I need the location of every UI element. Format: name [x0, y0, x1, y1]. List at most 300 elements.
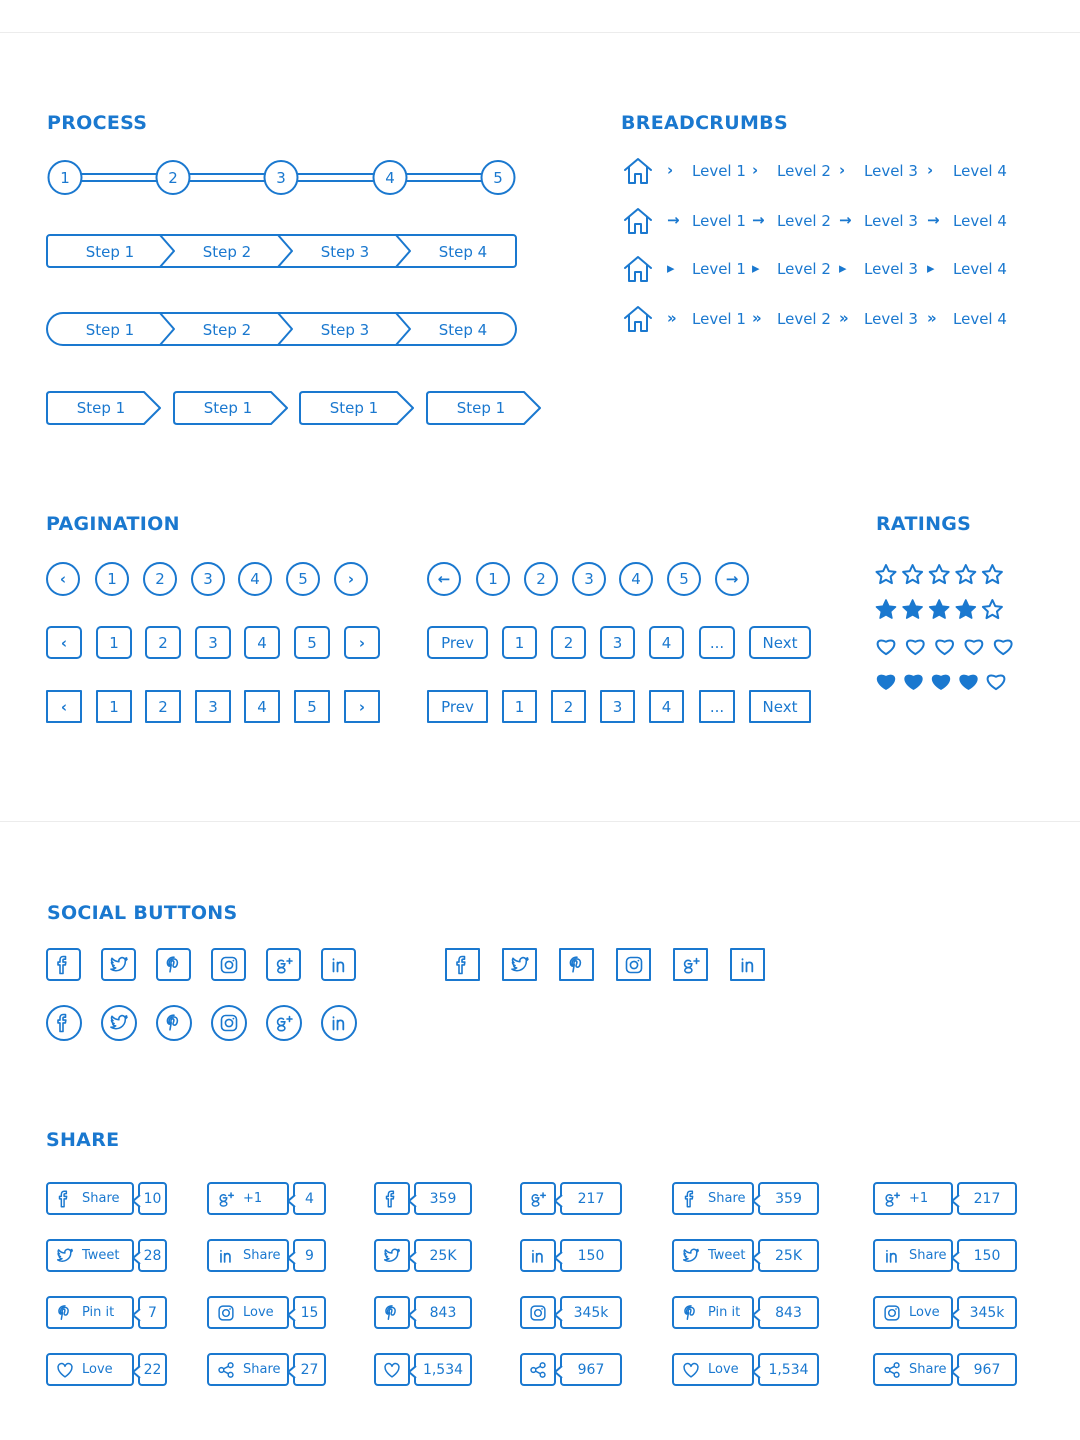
count-pointer: [950, 1363, 960, 1375]
share-action[interactable]: [672, 1353, 754, 1386]
share-icon: [527, 1359, 549, 1381]
share-action[interactable]: [207, 1182, 289, 1215]
page-button[interactable]: 1: [96, 626, 132, 659]
breadcrumb: [621, 154, 1041, 188]
pinterest-icon: [381, 1302, 403, 1324]
process-tag-3[interactable]: [300, 392, 413, 424]
facebook-button[interactable]: [445, 948, 480, 981]
share-count: 7: [138, 1296, 167, 1329]
instagram-button[interactable]: [211, 1005, 247, 1041]
process-step-label: Step 1: [85, 321, 135, 339]
chevron-left-icon: ‹: [60, 697, 68, 716]
share-count: 345k: [957, 1296, 1017, 1329]
share-button[interactable]: [672, 1182, 819, 1215]
share-count: 27: [293, 1353, 326, 1386]
prev-button[interactable]: [46, 562, 80, 596]
breadcrumb-separator: »: [752, 309, 762, 327]
count-pointer: [553, 1192, 563, 1204]
section-title-process: PROCESS: [47, 112, 148, 134]
share-button[interactable]: [374, 1239, 472, 1272]
mid-divider: [0, 821, 1080, 822]
share-action[interactable]: [873, 1353, 953, 1386]
share-button[interactable]: [520, 1296, 622, 1329]
share-count: 1,534: [414, 1353, 472, 1386]
share-button[interactable]: [672, 1353, 819, 1386]
count-pointer: [407, 1192, 417, 1204]
share-button[interactable]: [46, 1353, 167, 1386]
page-button[interactable]: 5: [294, 690, 330, 723]
share-action[interactable]: [520, 1353, 556, 1386]
share-button[interactable]: [520, 1182, 622, 1215]
share-action[interactable]: [207, 1239, 289, 1272]
process-step-label: Step 4: [438, 243, 488, 261]
linkedin-button[interactable]: [321, 1005, 357, 1041]
breadcrumb-level-1[interactable]: Level 1: [692, 162, 746, 180]
twitter-icon: [54, 1245, 76, 1267]
google-plus-icon: [215, 1188, 237, 1210]
pinterest-icon: [680, 1302, 702, 1324]
page-button[interactable]: 1: [96, 690, 132, 723]
facebook-button[interactable]: [46, 1005, 82, 1041]
count-pointer: [131, 1306, 141, 1318]
page-button[interactable]: 4: [619, 562, 653, 596]
count-pointer: [751, 1306, 761, 1318]
share-button[interactable]: [46, 1296, 167, 1329]
share-label: +1: [243, 1191, 263, 1206]
share-button[interactable]: [46, 1239, 167, 1272]
linkedin-icon: [327, 1011, 351, 1035]
share-action[interactable]: [672, 1296, 754, 1329]
prev-button[interactable]: [427, 562, 461, 596]
heart-icon[interactable]: [907, 640, 924, 654]
share-button[interactable]: [207, 1353, 326, 1386]
share-label: Tweet: [82, 1248, 120, 1263]
linkedin-icon: [881, 1245, 903, 1267]
page-button[interactable]: 5: [294, 626, 330, 659]
count-pointer: [553, 1249, 563, 1261]
google-plus-icon: [272, 1011, 296, 1035]
heart-rating[interactable]: [878, 675, 1005, 689]
prev-button[interactable]: [46, 626, 82, 659]
count-pointer: [553, 1363, 563, 1375]
facebook-button[interactable]: [46, 948, 81, 981]
star-rating[interactable]: [876, 565, 1001, 583]
page-button[interactable]: 1: [476, 562, 510, 596]
top-divider: [0, 32, 1080, 33]
share-count: 22: [138, 1353, 167, 1386]
instagram-icon: [217, 1011, 241, 1035]
process-tag-1[interactable]: [47, 392, 160, 424]
share-button[interactable]: [520, 1353, 622, 1386]
star-icon[interactable]: [983, 600, 1002, 618]
breadcrumb-level-3[interactable]: Level 3: [864, 310, 918, 328]
heart-icon[interactable]: [988, 675, 1005, 689]
home-icon[interactable]: [621, 204, 655, 238]
google-plus-icon: [527, 1188, 549, 1210]
share-action[interactable]: [672, 1239, 754, 1272]
breadcrumb-level-4[interactable]: Level 4: [953, 260, 1007, 278]
heart-icon[interactable]: [905, 675, 922, 689]
count-pointer: [286, 1363, 296, 1375]
heart-icon[interactable]: [878, 675, 895, 689]
breadcrumb-separator: ▸: [667, 259, 675, 277]
breadcrumb-separator: ▸: [752, 259, 760, 277]
process-tag-2[interactable]: [174, 392, 287, 424]
process-dot-label: 4: [385, 169, 395, 187]
facebook-icon: [52, 953, 76, 977]
count-pointer: [950, 1249, 960, 1261]
share-action[interactable]: [374, 1296, 410, 1329]
star-icon[interactable]: [930, 600, 949, 618]
pagination-text-right: [427, 690, 817, 725]
count-pointer: [407, 1249, 417, 1261]
instagram-icon: [217, 953, 241, 977]
process-dots-row: [49, 161, 515, 194]
share-button[interactable]: [520, 1239, 622, 1272]
twitter-button[interactable]: [101, 948, 136, 981]
page-button[interactable]: 2: [551, 690, 586, 723]
breadcrumb-level-2[interactable]: Level 2: [777, 212, 831, 230]
share-action[interactable]: [374, 1182, 410, 1215]
share-count: 843: [414, 1296, 472, 1329]
share-label: Share: [708, 1191, 746, 1206]
next-button[interactable]: Next: [749, 690, 811, 723]
share-action[interactable]: [374, 1353, 410, 1386]
pinterest-icon: [162, 1011, 186, 1035]
breadcrumb-level-2[interactable]: Level 2: [777, 162, 831, 180]
google-plus-button[interactable]: [673, 948, 708, 981]
share-count: 150: [560, 1239, 622, 1272]
page-button[interactable]: 3: [600, 626, 635, 659]
page-button[interactable]: 4: [238, 562, 272, 596]
process-dot-label: 5: [493, 169, 503, 187]
chevron-right-icon: ›: [358, 633, 366, 652]
breadcrumb-level-4[interactable]: Level 4: [953, 310, 1007, 328]
page-button[interactable]: 5: [667, 562, 701, 596]
page-button[interactable]: 4: [244, 690, 280, 723]
star-icon[interactable]: [903, 600, 922, 618]
page-button[interactable]: 2: [145, 690, 181, 723]
heart-icon: [381, 1359, 403, 1381]
share-action[interactable]: [46, 1296, 134, 1329]
breadcrumb-level-3[interactable]: Level 3: [864, 212, 918, 230]
next-button[interactable]: Next: [749, 626, 811, 659]
page-button[interactable]: 1: [502, 626, 537, 659]
star-icon[interactable]: [903, 565, 922, 583]
breadcrumb-separator: →: [752, 211, 765, 229]
process-step-label: Step 2: [202, 243, 252, 261]
breadcrumb-level-4[interactable]: Level 4: [953, 162, 1007, 180]
google-plus-icon: [881, 1188, 903, 1210]
share-count: 4: [293, 1182, 326, 1215]
google-plus-button[interactable]: [266, 948, 301, 981]
process-dot-label: 2: [168, 169, 178, 187]
share-count: 15: [293, 1296, 326, 1329]
breadcrumb-level-2[interactable]: Level 2: [777, 310, 831, 328]
heart-icon: [680, 1359, 702, 1381]
linkedin-icon: [736, 953, 760, 977]
heart-rating[interactable]: [878, 640, 1012, 654]
chevron-left-icon: ‹: [59, 570, 67, 588]
heart-icon[interactable]: [933, 675, 950, 689]
facebook-icon: [381, 1188, 403, 1210]
share-action[interactable]: [207, 1353, 289, 1386]
count-pointer: [131, 1249, 141, 1261]
section-title-social-buttons: SOCIAL BUTTONS: [47, 902, 238, 924]
breadcrumb: [621, 204, 1041, 238]
breadcrumb-level-2[interactable]: Level 2: [777, 260, 831, 278]
process-tag-4[interactable]: [427, 392, 540, 424]
share-button[interactable]: [46, 1182, 167, 1215]
pagination-circle-right: [427, 562, 757, 598]
pinterest-icon: [54, 1302, 76, 1324]
page-button[interactable]: 2: [551, 626, 586, 659]
linkedin-button[interactable]: [321, 948, 356, 981]
count-pointer: [407, 1363, 417, 1375]
page-button[interactable]: 3: [195, 690, 231, 723]
page-button[interactable]: 3: [191, 562, 225, 596]
pinterest-button[interactable]: [156, 1005, 192, 1041]
instagram-button[interactable]: [616, 948, 651, 981]
share-action[interactable]: [520, 1182, 556, 1215]
share-count: 1,534: [758, 1353, 819, 1386]
share-button[interactable]: [374, 1353, 472, 1386]
breadcrumb-level-1[interactable]: Level 1: [692, 212, 746, 230]
share-action[interactable]: [873, 1239, 953, 1272]
breadcrumb-level-3[interactable]: Level 3: [864, 162, 918, 180]
share-button[interactable]: [873, 1182, 1017, 1215]
twitter-button[interactable]: [502, 948, 537, 981]
share-count: 28: [138, 1239, 167, 1272]
share-count: 345k: [560, 1296, 622, 1329]
share-icon: [215, 1359, 237, 1381]
process-step-label: Step 3: [320, 321, 370, 339]
prev-button[interactable]: Prev: [427, 690, 488, 723]
share-count: 150: [957, 1239, 1017, 1272]
count-pointer: [751, 1249, 761, 1261]
share-button[interactable]: [873, 1239, 1017, 1272]
share-button[interactable]: [672, 1239, 819, 1272]
count-pointer: [407, 1306, 417, 1318]
arrow-left-icon: ←: [437, 570, 451, 588]
share-label: Love: [82, 1362, 113, 1377]
count-pointer: [553, 1306, 563, 1318]
heart-icon[interactable]: [936, 640, 953, 654]
share-label: Share: [82, 1191, 120, 1206]
page-button[interactable]: 1: [502, 690, 537, 723]
share-action[interactable]: [374, 1239, 410, 1272]
instagram-button[interactable]: [211, 948, 246, 981]
breadcrumb-separator: ▸: [927, 259, 935, 277]
pagination-circle-left: [46, 562, 376, 598]
share-button[interactable]: [207, 1239, 326, 1272]
page-button[interactable]: 1: [95, 562, 129, 596]
count-pointer: [131, 1192, 141, 1204]
prev-button[interactable]: Prev: [427, 626, 488, 659]
share-label: +1: [909, 1191, 929, 1206]
breadcrumb-separator: →: [927, 211, 940, 229]
section-title-ratings: RATINGS: [876, 513, 972, 535]
page-button[interactable]: 3: [600, 690, 635, 723]
heart-icon[interactable]: [995, 640, 1012, 654]
next-button[interactable]: [715, 562, 749, 596]
chevron-left-icon: ‹: [60, 633, 68, 652]
home-icon[interactable]: [621, 302, 655, 336]
share-count: 967: [560, 1353, 622, 1386]
share-count: 843: [758, 1296, 819, 1329]
share-label: Love: [708, 1362, 739, 1377]
home-icon[interactable]: [621, 154, 655, 188]
page-button[interactable]: 4: [649, 626, 684, 659]
pinterest-button[interactable]: [156, 948, 191, 981]
process-step-label: Step 1: [85, 243, 135, 261]
heart-icon[interactable]: [966, 640, 983, 654]
ellipsis-button[interactable]: ...: [699, 626, 735, 659]
breadcrumb-separator: ›: [927, 161, 934, 179]
heart-icon[interactable]: [878, 640, 895, 654]
star-icon[interactable]: [983, 565, 1002, 583]
facebook-icon: [52, 1011, 76, 1035]
breadcrumb-separator: »: [839, 309, 849, 327]
process-arrow-tags: [47, 392, 540, 424]
process-step-label: Step 1: [203, 399, 253, 417]
share-icon: [881, 1359, 903, 1381]
star-icon[interactable]: [876, 600, 895, 618]
share-action[interactable]: [873, 1182, 953, 1215]
pinterest-icon: [565, 953, 589, 977]
breadcrumb: [621, 252, 1041, 286]
process-chevron-bar-rounded[interactable]: [47, 313, 516, 345]
share-button[interactable]: [374, 1182, 472, 1215]
heart-icon: [54, 1359, 76, 1381]
page-button[interactable]: 3: [572, 562, 606, 596]
share-label: Love: [909, 1305, 940, 1320]
star-icon[interactable]: [956, 600, 975, 618]
breadcrumb-level-1[interactable]: Level 1: [692, 260, 746, 278]
process-dot-label: 1: [60, 169, 70, 187]
pinterest-button[interactable]: [559, 948, 594, 981]
heart-icon[interactable]: [960, 675, 977, 689]
star-icon[interactable]: [930, 565, 949, 583]
share-button[interactable]: [207, 1296, 326, 1329]
process-chevron-bar-square[interactable]: [47, 235, 516, 267]
next-button[interactable]: [344, 626, 380, 659]
facebook-icon: [680, 1188, 702, 1210]
linkedin-icon: [215, 1245, 237, 1267]
page-button[interactable]: 2: [145, 626, 181, 659]
star-icon[interactable]: [956, 565, 975, 583]
share-count: 217: [560, 1182, 622, 1215]
google-plus-button[interactable]: [266, 1005, 302, 1041]
share-action[interactable]: [520, 1239, 556, 1272]
page-button[interactable]: 4: [244, 626, 280, 659]
prev-button[interactable]: [46, 690, 82, 723]
share-action[interactable]: [520, 1296, 556, 1329]
chevron-right-icon: ›: [358, 697, 366, 716]
share-action[interactable]: [873, 1296, 953, 1329]
process-step-label: Step 1: [329, 399, 379, 417]
breadcrumbs-group: [621, 154, 1041, 344]
share-count: 10: [138, 1182, 167, 1215]
breadcrumb-separator: ›: [839, 161, 846, 179]
page-button[interactable]: 2: [524, 562, 558, 596]
share-button[interactable]: [672, 1296, 819, 1329]
share-action[interactable]: [207, 1296, 289, 1329]
twitter-button[interactable]: [101, 1005, 137, 1041]
count-pointer: [751, 1192, 761, 1204]
breadcrumb-level-3[interactable]: Level 3: [864, 260, 918, 278]
section-title-pagination: PAGINATION: [46, 513, 180, 535]
share-label: Tweet: [708, 1248, 746, 1263]
page-button[interactable]: 2: [143, 562, 177, 596]
process-step-label: Step 1: [456, 399, 506, 417]
share-count: 359: [414, 1182, 472, 1215]
count-pointer: [286, 1249, 296, 1261]
next-button[interactable]: [344, 690, 380, 723]
share-button[interactable]: [873, 1296, 1017, 1329]
ellipsis-button[interactable]: ...: [699, 690, 735, 723]
page-button[interactable]: 3: [195, 626, 231, 659]
count-pointer: [286, 1192, 296, 1204]
page-button[interactable]: 5: [286, 562, 320, 596]
share-button[interactable]: [374, 1296, 472, 1329]
breadcrumb-level-4[interactable]: Level 4: [953, 212, 1007, 230]
instagram-icon: [881, 1302, 903, 1324]
linkedin-button[interactable]: [730, 948, 765, 981]
breadcrumb-separator: »: [927, 309, 937, 327]
section-title-share: SHARE: [46, 1129, 120, 1151]
star-rating[interactable]: [876, 600, 1001, 618]
share-action[interactable]: [672, 1182, 754, 1215]
share-label: Pin it: [708, 1305, 741, 1320]
instagram-icon: [622, 953, 646, 977]
breadcrumb-separator: →: [667, 211, 680, 229]
google-plus-icon: [272, 953, 296, 977]
process-step-label: Step 3: [320, 243, 370, 261]
twitter-icon: [381, 1245, 403, 1267]
share-label: Love: [243, 1305, 274, 1320]
count-pointer: [950, 1192, 960, 1204]
share-count: 967: [957, 1353, 1017, 1386]
breadcrumb: [621, 302, 1041, 336]
share-action[interactable]: [46, 1353, 134, 1386]
next-button[interactable]: [334, 562, 368, 596]
breadcrumb-separator: ▸: [839, 259, 847, 277]
count-pointer: [751, 1363, 761, 1375]
page-button[interactable]: 4: [649, 690, 684, 723]
share-label: Pin it: [82, 1305, 115, 1320]
count-pointer: [950, 1306, 960, 1318]
process-dot-label: 3: [276, 169, 286, 187]
share-count: 9: [293, 1239, 326, 1272]
facebook-icon: [451, 953, 475, 977]
home-icon[interactable]: [621, 252, 655, 286]
share-action[interactable]: [46, 1182, 134, 1215]
linkedin-icon: [327, 953, 351, 977]
share-label: Share: [909, 1362, 947, 1377]
share-button[interactable]: [873, 1353, 1017, 1386]
chevron-right-icon: ›: [347, 570, 355, 588]
twitter-icon: [680, 1245, 702, 1267]
share-count: 217: [957, 1182, 1017, 1215]
share-action[interactable]: [46, 1239, 134, 1272]
share-button[interactable]: [207, 1182, 326, 1215]
instagram-icon: [527, 1302, 549, 1324]
share-count: 25K: [414, 1239, 472, 1272]
star-icon[interactable]: [876, 565, 895, 583]
arrow-right-icon: →: [725, 570, 739, 588]
breadcrumb-level-1[interactable]: Level 1: [692, 310, 746, 328]
